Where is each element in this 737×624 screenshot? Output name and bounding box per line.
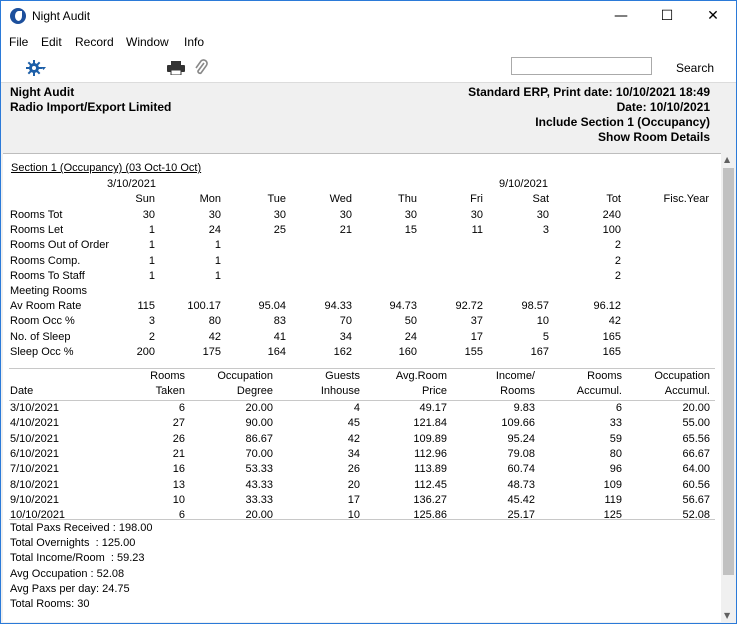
detail-column-header: Inhouse	[320, 385, 360, 397]
scroll-down-arrow-icon[interactable]: ▼	[724, 611, 731, 620]
occupancy-cell: 100.17	[187, 300, 221, 313]
occupancy-cell: 1	[148, 269, 155, 282]
occupancy-cell: 15	[404, 224, 417, 237]
detail-cell: 80	[609, 447, 622, 460]
day-column-header: Fri	[470, 193, 483, 205]
occupancy-cell: 11	[471, 224, 483, 237]
room-details-option: Show Room Details	[597, 130, 710, 144]
occupancy-cell: 94.33	[324, 300, 352, 313]
report-name: Night Audit	[10, 85, 75, 99]
occupancy-cell: 5	[542, 330, 549, 343]
detail-column-header: Degree	[236, 385, 273, 397]
search-button[interactable]: Search	[676, 61, 715, 75]
occupancy-cell: 30	[208, 209, 221, 221]
detail-cell: 64.00	[682, 463, 710, 476]
detail-row-date: 5/10/2021	[10, 432, 59, 445]
occupancy-cell: 94.73	[389, 300, 417, 313]
occupancy-cell: 1	[148, 224, 155, 237]
detail-column-header: Rooms	[587, 370, 622, 382]
detail-cell: 20	[347, 478, 360, 491]
detail-cell: 48.73	[507, 478, 535, 491]
occupancy-cell: 2	[614, 239, 621, 252]
day-column-header: Thu	[398, 193, 417, 205]
detail-cell: 70.00	[245, 447, 273, 460]
detail-cell: 6	[615, 402, 622, 414]
day-column-header: Sun	[135, 193, 155, 205]
occupancy-cell: 30	[273, 209, 286, 221]
occupancy-cell: 24	[208, 224, 221, 237]
scroll-up-arrow-icon[interactable]: ▲	[724, 155, 731, 164]
occupancy-cell: 3	[542, 224, 549, 237]
detail-cell: 45.42	[507, 493, 535, 506]
occupancy-cell: 96.12	[593, 300, 621, 313]
detail-row-date: 10/10/2021	[10, 509, 66, 522]
detail-cell: 66.67	[682, 447, 710, 460]
occupancy-cell: 30	[339, 209, 352, 221]
occupancy-row-label: Rooms Comp.	[10, 254, 81, 267]
detail-cell: 25.17	[507, 509, 535, 522]
occupancy-cell: 155	[464, 345, 483, 358]
occupancy-row-label: Sleep Occ %	[10, 345, 74, 358]
summary-total-line: Total Income/Room : 59.23	[10, 552, 145, 565]
detail-cell: 59	[609, 432, 622, 445]
detail-cell: 119	[604, 493, 622, 506]
menu-bar	[1, 31, 736, 52]
week-end-date: 9/10/2021	[499, 178, 548, 190]
menu-edit[interactable]: Edit	[41, 35, 62, 49]
detail-cell: 112.45	[414, 478, 447, 491]
detail-cell: 33	[609, 417, 622, 430]
detail-cell: 10	[172, 493, 185, 506]
report-content	[3, 153, 721, 622]
detail-cell: 33.33	[245, 493, 273, 506]
occupancy-cell: 200	[136, 345, 155, 358]
occupancy-row-label: Rooms Out of Order	[10, 239, 110, 252]
occupancy-cell: 37	[470, 315, 483, 328]
menu-window[interactable]: Window	[126, 35, 169, 49]
summary-total-line: Avg Occupation : 52.08	[10, 567, 125, 580]
divider	[9, 400, 715, 401]
section-title: Section 1 (Occupancy) (03 Oct-10 Oct)	[11, 162, 202, 174]
maximize-button[interactable]: ☐	[660, 8, 674, 24]
occupancy-cell: 42	[208, 330, 221, 343]
detail-row-date: 7/10/2021	[10, 463, 59, 476]
print-info: Standard ERP, Print date: 10/10/2021 18:49	[468, 85, 710, 99]
occupancy-cell: 30	[142, 209, 155, 221]
detail-cell: 90.00	[245, 417, 273, 430]
title-bar	[1, 1, 736, 31]
detail-cell: 34	[347, 447, 360, 460]
window-title: Night Audit	[32, 9, 91, 23]
occupancy-cell: 1	[148, 254, 155, 267]
occupancy-cell: 98.57	[521, 300, 549, 313]
occupancy-cell: 167	[530, 345, 549, 358]
detail-cell: 6	[178, 509, 185, 522]
occupancy-cell: 1	[214, 269, 221, 282]
occupancy-row-label: Rooms To Staff	[10, 269, 85, 282]
detail-cell: 42	[347, 432, 360, 445]
detail-cell: 20.00	[245, 509, 273, 522]
occupancy-cell: 165	[602, 345, 621, 358]
detail-cell: 113.89	[414, 463, 447, 476]
occupancy-cell: 21	[339, 224, 352, 237]
detail-cell: 45	[347, 417, 360, 430]
occupancy-cell: 115	[137, 300, 155, 313]
detail-cell: 17	[347, 493, 360, 506]
toolbar	[1, 52, 736, 83]
occupancy-cell: 70	[339, 315, 352, 328]
occupancy-row-label: Rooms Let	[10, 224, 64, 237]
vertical-scrollbar[interactable]	[721, 153, 736, 622]
detail-column-header: Avg.Room	[395, 370, 447, 382]
detail-cell: 49.17	[419, 402, 447, 414]
detail-column-header: Accumul.	[664, 385, 710, 397]
menu-file[interactable]: File	[9, 35, 29, 49]
occupancy-row-label: Rooms Tot	[10, 209, 63, 221]
detail-cell: 95.24	[507, 432, 535, 445]
detail-cell: 20.00	[245, 402, 273, 414]
occupancy-cell: 17	[470, 330, 483, 343]
detail-column-header: Occupation	[654, 370, 710, 382]
occupancy-cell: 100	[602, 224, 621, 237]
summary-total-line: Avg Paxs per day: 24.75	[10, 582, 130, 595]
occupancy-cell: 95.04	[258, 300, 286, 313]
divider	[9, 368, 715, 369]
detail-cell: 125.86	[413, 509, 447, 522]
detail-cell: 55.00	[682, 417, 710, 430]
detail-cell: 109.66	[501, 417, 535, 430]
occupancy-cell: 3	[148, 315, 155, 328]
detail-cell: 9.83	[513, 402, 535, 414]
occupancy-cell: 50	[404, 315, 417, 328]
occupancy-cell: 164	[267, 345, 286, 358]
occupancy-row-label: Room Occ %	[10, 315, 75, 328]
detail-row-date: 3/10/2021	[10, 402, 59, 414]
occupancy-cell: 41	[273, 330, 286, 343]
day-column-header: Wed	[329, 193, 352, 205]
occupancy-cell: 30	[536, 209, 549, 221]
detail-cell: 109.89	[413, 432, 447, 445]
detail-cell: 26	[172, 432, 185, 445]
occupancy-cell: 162	[333, 345, 352, 358]
detail-cell: 6	[178, 402, 185, 414]
detail-cell: 27	[172, 417, 185, 430]
day-column-header: Mon	[199, 193, 221, 205]
occupancy-cell: 2	[614, 269, 621, 282]
detail-cell: 60.74	[507, 463, 535, 476]
occupancy-cell: 42	[608, 315, 621, 328]
occupancy-row-label: No. of Sleep	[10, 330, 71, 343]
occupancy-cell: 34	[339, 330, 352, 343]
detail-column-header: Income/	[495, 370, 535, 382]
section-info: Include Section 1 (Occupancy)	[535, 115, 710, 129]
close-button[interactable]: ✕	[707, 8, 719, 24]
occupancy-row-label: Meeting Rooms	[10, 285, 88, 297]
occupancy-cell: 175	[202, 345, 221, 358]
occupancy-cell: 83	[273, 315, 286, 328]
detail-row-date: 4/10/2021	[10, 417, 59, 430]
paperclip-icon[interactable]	[194, 59, 208, 77]
detail-cell: 136.27	[413, 493, 447, 506]
detail-cell: 60.56	[682, 478, 710, 491]
detail-cell: 43.33	[245, 478, 273, 491]
week-start-date: 3/10/2021	[107, 178, 156, 190]
detail-cell: 79.08	[507, 447, 535, 460]
occupancy-cell: 240	[602, 209, 621, 221]
app-logo-icon	[10, 8, 26, 24]
detail-cell: 52.08	[682, 509, 710, 522]
detail-row-date: 9/10/2021	[10, 493, 59, 506]
detail-column-header: Date	[10, 385, 34, 397]
summary-total-line: Total Overnights : 125.00	[10, 537, 136, 550]
detail-row-date: 8/10/2021	[10, 478, 59, 491]
day-column-header: Tot	[606, 193, 621, 205]
occupancy-row-label: Av Room Rate	[10, 300, 82, 313]
occupancy-cell: 24	[404, 330, 417, 343]
detail-column-header: Guests	[325, 370, 360, 382]
detail-cell: 121.84	[413, 417, 447, 430]
occupancy-cell: 1	[148, 239, 155, 252]
day-column-header: Tue	[267, 193, 286, 205]
detail-column-header: Occupation	[217, 370, 273, 382]
detail-cell: 125	[603, 509, 622, 522]
occupancy-cell: 30	[404, 209, 417, 221]
detail-cell: 112.96	[414, 447, 447, 460]
occupancy-cell: 92.72	[455, 300, 483, 313]
detail-cell: 16	[172, 463, 185, 476]
menu-info[interactable]: Info	[184, 35, 205, 49]
minimize-button[interactable]: —	[614, 8, 628, 24]
search-input[interactable]	[511, 57, 652, 75]
scroll-thumb[interactable]	[723, 168, 734, 575]
detail-cell: 13	[172, 478, 185, 491]
occupancy-cell: 25	[273, 224, 286, 237]
detail-cell: 96	[609, 463, 622, 476]
detail-column-header: Accumul.	[576, 385, 622, 397]
detail-column-header: Rooms	[150, 370, 185, 382]
printer-icon[interactable]	[167, 61, 185, 75]
detail-cell: 109	[603, 478, 622, 491]
detail-cell: 20.00	[682, 402, 710, 414]
detail-cell: 4	[353, 402, 360, 414]
occupancy-cell: 160	[398, 345, 417, 358]
occupancy-cell: 30	[470, 209, 483, 221]
occupancy-cell: 165	[602, 330, 621, 343]
occupancy-cell: 1	[214, 239, 221, 252]
detail-column-header: Taken	[155, 385, 185, 397]
detail-cell: 56.67	[682, 493, 710, 506]
detail-cell: 26	[347, 463, 360, 476]
detail-column-header: Price	[421, 385, 447, 397]
menu-record[interactable]: Record	[75, 35, 114, 49]
detail-row-date: 6/10/2021	[10, 447, 59, 460]
company-name: Radio Import/Export Limited	[10, 100, 172, 114]
detail-column-header: Rooms	[500, 385, 535, 397]
day-column-header: Sat	[532, 193, 549, 205]
detail-cell: 10	[347, 509, 360, 522]
detail-cell: 65.56	[682, 432, 710, 445]
gear-icon[interactable]	[26, 59, 46, 77]
occupancy-cell: 10	[536, 315, 549, 328]
detail-cell: 53.33	[245, 463, 273, 476]
occupancy-cell: 1	[214, 254, 221, 267]
detail-cell: 21	[172, 447, 185, 460]
summary-total-line: Total Rooms: 30	[10, 598, 90, 610]
report-date: Date: 10/10/2021	[616, 100, 710, 114]
occupancy-cell: 2	[614, 254, 621, 267]
occupancy-cell: 2	[148, 330, 155, 343]
report-header	[1, 83, 736, 148]
detail-cell: 86.67	[245, 432, 273, 445]
occupancy-cell: 80	[208, 315, 221, 328]
day-column-header: Fisc.Year	[663, 193, 709, 205]
summary-total-line: Total Paxs Received : 198.00	[10, 522, 153, 534]
